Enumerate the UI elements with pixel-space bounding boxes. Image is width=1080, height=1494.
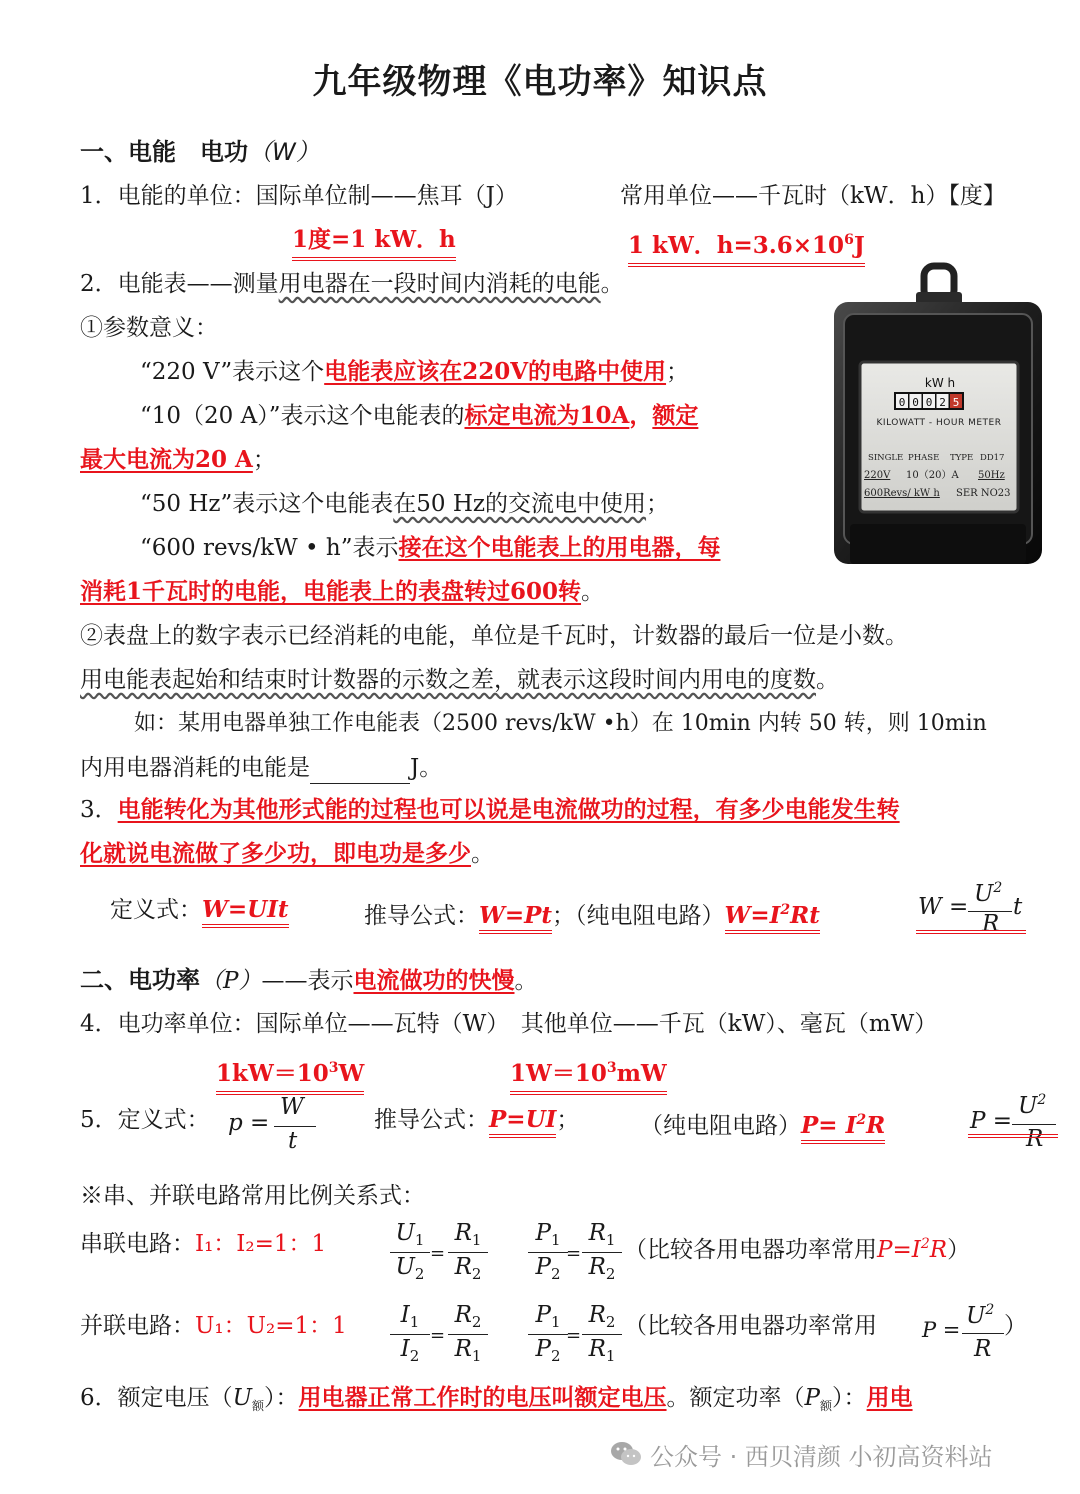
item3-frac-num — [974, 880, 1002, 907]
item5-frac-num-exp: 2 — [1037, 1092, 1047, 1108]
meter-row3-b: SER NO23 — [956, 488, 1011, 499]
item3-fraction-formula — [916, 880, 1026, 940]
series-r2-den: $R_2$ — [588, 1254, 616, 1283]
item6-text-c: 。额定功率（ — [666, 1385, 805, 1411]
series-frac-r2 — [582, 1220, 622, 1286]
watermark-text: 公众号 · 西贝清颜 小初高资料站 — [650, 1443, 993, 1471]
item5-def-bar — [274, 1126, 316, 1127]
section2-desc-red: 电流做功的快慢 — [353, 967, 515, 994]
example-post: J。 — [410, 755, 443, 781]
item5-frac-den: R — [1026, 1126, 1044, 1152]
item3-der2 — [725, 902, 820, 934]
item1-conv-pre: 1 kW．h=3.6×10 — [628, 232, 845, 259]
wechat-icon — [610, 1440, 642, 1476]
item5-der-formula: P=UI — [489, 1106, 556, 1138]
section1-symbol: （W） — [248, 138, 320, 166]
p10-red2: 额定 — [652, 402, 699, 429]
item4-mw-exp: 3 — [606, 1060, 617, 1076]
parallel-tail-text: （比较各用电器功率常用 — [624, 1313, 877, 1339]
p220-text: “220 V”表示这个 — [140, 359, 325, 385]
p10-line2-red: 最大电流为20 A — [80, 446, 253, 473]
meter-digit: 2 — [939, 396, 946, 409]
parallel-p-bar — [528, 1334, 568, 1335]
item3-der2-pre: W=I — [724, 902, 781, 929]
item5-der2-exp: 2 — [856, 1112, 867, 1128]
meter-row1-b: PHASE — [908, 453, 940, 463]
page-title: 九年级物理《电功率》知识点 — [312, 62, 768, 102]
item2-p50 — [140, 488, 669, 520]
p50-underline: 在50 Hz的交流电中使用 — [393, 491, 647, 517]
p50-text: “50 Hz”表示这个电能表 — [140, 491, 394, 517]
item3-sep: ；（纯电阻电路） — [552, 903, 725, 929]
item3-red-line1: 电能转化为其他形式能的过程也可以说是电流做功的过程，有多少电能发生转 — [117, 796, 900, 823]
item6-red-a: 用电器正常工作时的电压叫额定电压 — [298, 1384, 667, 1411]
parallel-tail-bar — [962, 1333, 1004, 1334]
series-r1-num: $R_1$ — [454, 1220, 482, 1249]
p220-end: ； — [666, 359, 690, 385]
item5-def-num: W — [280, 1094, 304, 1120]
p10-mid: ， — [629, 402, 653, 429]
item5-derived — [374, 1104, 579, 1136]
item3-def-label: 定义式： — [110, 897, 202, 923]
parallel-tail-end: ） — [1004, 1313, 1027, 1339]
section2-desc: ——表示 — [261, 968, 354, 994]
item1-conv-post: J — [853, 232, 865, 259]
item1-conv-exp: 6 — [844, 232, 854, 248]
parallel-tail-left: P = — [922, 1318, 961, 1342]
series-r2-bar — [582, 1252, 622, 1253]
series-frac-r1 — [448, 1220, 488, 1286]
meter-row2-b: 10（20）A — [906, 470, 959, 481]
item5-frac-underline — [968, 1134, 1058, 1138]
series-r1-den: $R_2$ — [454, 1254, 482, 1283]
series-u-den: $U_2$ — [395, 1254, 425, 1283]
item5-frac-num — [1018, 1092, 1046, 1119]
item4-red-kw — [216, 1052, 364, 1095]
p600-line2-red: 消耗1千瓦时的电能，电能表上的表盘转过600转 — [80, 578, 582, 605]
item2-sub2: ②表盘上的数字表示已经消耗的电能，单位是千瓦时，计数器的最后一位是小数。 — [80, 623, 908, 649]
series-eq-1: = — [430, 1243, 446, 1264]
item5-note: （纯电阻电路） — [640, 1113, 801, 1139]
item4-kw-pre: 1kW＝10 — [216, 1060, 329, 1087]
item3-definition — [110, 894, 289, 926]
parallel-i-den: $I_2$ — [400, 1336, 420, 1365]
item2-p600 — [140, 532, 720, 564]
meter-row2-c: 50Hz — [978, 470, 1005, 481]
p600-line2-end: 。 — [581, 579, 605, 605]
series-r1-bar — [448, 1252, 488, 1253]
item5-der-label: 推导公式： — [374, 1107, 489, 1133]
series-row — [80, 1228, 326, 1260]
item5-def-den: t — [288, 1128, 298, 1154]
item2-p10-line2 — [80, 444, 276, 476]
electric-meter-image — [830, 262, 1046, 568]
parallel-frac-i — [390, 1302, 430, 1368]
parallel-frac-r1 — [448, 1302, 488, 1368]
parallel-label: 并联电路： — [80, 1313, 195, 1339]
parallel-r1-num: $R_2$ — [454, 1302, 482, 1331]
p50-end: ； — [646, 491, 670, 517]
p10-text: “10（20 A）”表示这个电能表的 — [140, 403, 465, 429]
item6-red-b: 用电 — [866, 1384, 913, 1411]
item3-end: 。 — [471, 841, 494, 867]
parallel-tail-num: $U^2$ — [966, 1302, 995, 1329]
item3-num: 3． — [80, 797, 118, 823]
meter-digit: 5 — [952, 396, 960, 409]
p10-line2-end: ； — [252, 447, 276, 473]
p220-red: 电能表应该在220V的电路中使用 — [324, 358, 667, 385]
series-u-bar — [390, 1252, 430, 1253]
item5-frac-left: P = — [970, 1108, 1013, 1134]
meter-brand: KILOWATT - HOUR METER — [876, 418, 1002, 428]
item2-sub1: ①参数意义： — [80, 315, 218, 341]
meter-digit: 0 — [925, 396, 933, 409]
meter-row3-a: 600Revs/ kW h — [864, 488, 940, 499]
sub2-line2-underline: 用电能表起始和结束时计数器的示数之差，就表示这段时间内用电的度数 — [80, 667, 816, 693]
section1-heading-text: 一、电能 电功 — [80, 138, 248, 166]
item6-text-d: ）： — [832, 1385, 867, 1411]
series-red: I₁：I₂=1：1 — [195, 1231, 327, 1257]
sub2-line2-end: 。 — [816, 667, 839, 693]
item6-line — [80, 1382, 913, 1422]
p600-text: “600 revs/kW • h”表示 — [140, 535, 399, 561]
parallel-r1-den: $R_1$ — [454, 1336, 482, 1365]
item3-derived — [364, 894, 820, 932]
series-p-den: $P_2$ — [535, 1254, 561, 1283]
parallel-r2-den: $R_1$ — [588, 1336, 616, 1365]
parallel-row — [80, 1310, 347, 1342]
item4-mw-post: mW — [616, 1060, 667, 1087]
item1-red-degree: 1度=1 kW．h — [292, 224, 456, 261]
series-p-num: $P_1$ — [535, 1220, 561, 1249]
item1-red-conversion — [628, 224, 865, 267]
parallel-r2-bar — [582, 1334, 622, 1335]
item2-p10 — [140, 400, 698, 432]
parallel-eq-2: = — [566, 1325, 582, 1346]
ratio-note: ※串、并联电路常用比例关系式： — [80, 1183, 425, 1209]
item3-der2-post: Rt — [790, 902, 820, 929]
item2-p600-line2 — [80, 576, 604, 608]
item3-frac-tail: t — [1013, 894, 1023, 920]
item5-def-fraction — [226, 1094, 320, 1158]
section1-heading — [80, 136, 320, 168]
parallel-i-bar — [390, 1334, 430, 1335]
item4-mw-pre: 1W＝10 — [510, 1060, 607, 1087]
item4-kw-post: W — [338, 1060, 365, 1087]
item5-derived2 — [640, 1104, 885, 1142]
meter-row2-a: 220V — [864, 470, 891, 481]
parallel-eq-1: = — [430, 1325, 446, 1346]
item3-frac-den: R — [982, 911, 1000, 937]
p600-red: 接在这个电能表上的用电器，每 — [398, 534, 721, 561]
item2-intro — [80, 268, 624, 300]
item1-unit-si: 1．电能的单位：国际单位制——焦耳（J） — [80, 183, 518, 209]
item5-frac-num-letter: U — [1018, 1093, 1038, 1119]
parallel-tail-fraction — [922, 1302, 1006, 1368]
series-tail — [624, 1228, 970, 1266]
item5-power-fraction — [968, 1092, 1060, 1156]
meter-unit: kW h — [924, 376, 956, 390]
item1-unit-common: 常用单位——千瓦时（kW．h）【度】 — [620, 183, 1006, 209]
parallel-i-num: $I_1$ — [400, 1302, 420, 1331]
item2-sub2-line2 — [80, 664, 839, 696]
section2-heading — [80, 964, 537, 997]
meter-digit: 0 — [898, 396, 906, 409]
item3-frac-left: W = — [918, 894, 969, 920]
series-u-num: $U_1$ — [395, 1220, 425, 1249]
parallel-p-den: $P_2$ — [535, 1336, 561, 1365]
parallel-frac-r2 — [582, 1302, 622, 1368]
parallel-r2-num: $R_2$ — [588, 1302, 616, 1331]
item5-frac-bar — [1012, 1124, 1056, 1125]
parallel-tail-den: R — [974, 1336, 992, 1362]
item5-der2-post: R — [866, 1112, 886, 1139]
parallel-p-num: $P_1$ — [535, 1302, 561, 1331]
series-frac-p — [528, 1220, 568, 1286]
item4-red-mw — [510, 1052, 667, 1095]
parallel-red: U₁：U₂=1：1 — [195, 1313, 347, 1339]
item3-def-formula: W=UIt — [202, 896, 289, 928]
item3-line1 — [80, 794, 900, 826]
p10-red: 标定电流为10A — [464, 402, 630, 429]
meter-row1-a: SINGLE — [868, 453, 904, 463]
answer-blank[interactable] — [310, 759, 410, 784]
item2-example: 如：某用电器单独工作电能表（2500 revs/kW •h）在 10min 内转 50 转，则 10min — [134, 711, 987, 736]
item4-kw-exp: 3 — [328, 1060, 339, 1076]
watermark — [610, 1440, 993, 1476]
item6-text-a: 6．额定电压（ — [80, 1385, 233, 1411]
series-eq-2: = — [566, 1243, 582, 1264]
item5-def-left: p = — [228, 1110, 270, 1136]
item3-frac-num-letter: U — [974, 881, 994, 907]
item2-example-line2 — [80, 752, 442, 784]
meter-digit: 0 — [912, 396, 919, 409]
parallel-r1-bar — [448, 1334, 488, 1335]
item3-der-label: 推导公式： — [364, 903, 479, 929]
series-frac-u — [390, 1220, 430, 1286]
item2-intro-text: 2．电能表——测量 — [80, 271, 279, 297]
series-tail-text: （比较各用电器功率常用 — [624, 1237, 877, 1263]
item4-units: 4．电功率单位：国际单位——瓦特（W） 其他单位——千瓦（kW）、毫瓦（mW） — [80, 1011, 938, 1037]
series-tail-formula: $P=I^2R$ — [877, 1236, 948, 1263]
item3-frac-underline — [916, 930, 1026, 934]
item3-der2-exp: 2 — [780, 902, 791, 918]
item6-sym-p: $P_额$ — [804, 1385, 833, 1413]
item5-sep: ； — [556, 1107, 580, 1133]
meter-svg — [830, 262, 1046, 568]
item2-intro-end: 。 — [600, 271, 624, 297]
item6-sym-u: $U_额$ — [232, 1385, 265, 1413]
series-label: 串联电路： — [80, 1231, 195, 1257]
item2-intro-underline: 用电器在一段时间内消耗的电能 — [278, 271, 601, 297]
parallel-frac-p — [528, 1302, 568, 1368]
item3-der-formula: W=Pt — [479, 902, 552, 934]
item5-der2 — [801, 1112, 885, 1144]
meter-row1-c: TYPE — [950, 453, 974, 463]
item2-p220 — [140, 356, 689, 388]
section2-heading-text: 二、电功率 — [80, 966, 200, 994]
section2-desc-end: 。 — [514, 968, 538, 994]
series-r2-num: $R_1$ — [588, 1220, 616, 1249]
series-p-bar — [528, 1252, 568, 1253]
item3-red-line2: 化就说电流做了多少功，即电功是多少 — [80, 840, 471, 867]
item3-frac-num-exp: 2 — [993, 880, 1003, 896]
meter-row1-d: DD17 — [980, 453, 1005, 463]
section2-symbol: （P） — [200, 968, 262, 994]
item5-label: 5．定义式： — [80, 1107, 210, 1133]
item3-line2 — [80, 838, 494, 870]
item6-text-b: ）： — [264, 1385, 299, 1411]
example-pre: 内用电器消耗的电能是 — [80, 755, 310, 781]
series-tail-end: ） — [947, 1237, 971, 1263]
item5-der2-pre: P= I — [801, 1112, 857, 1139]
